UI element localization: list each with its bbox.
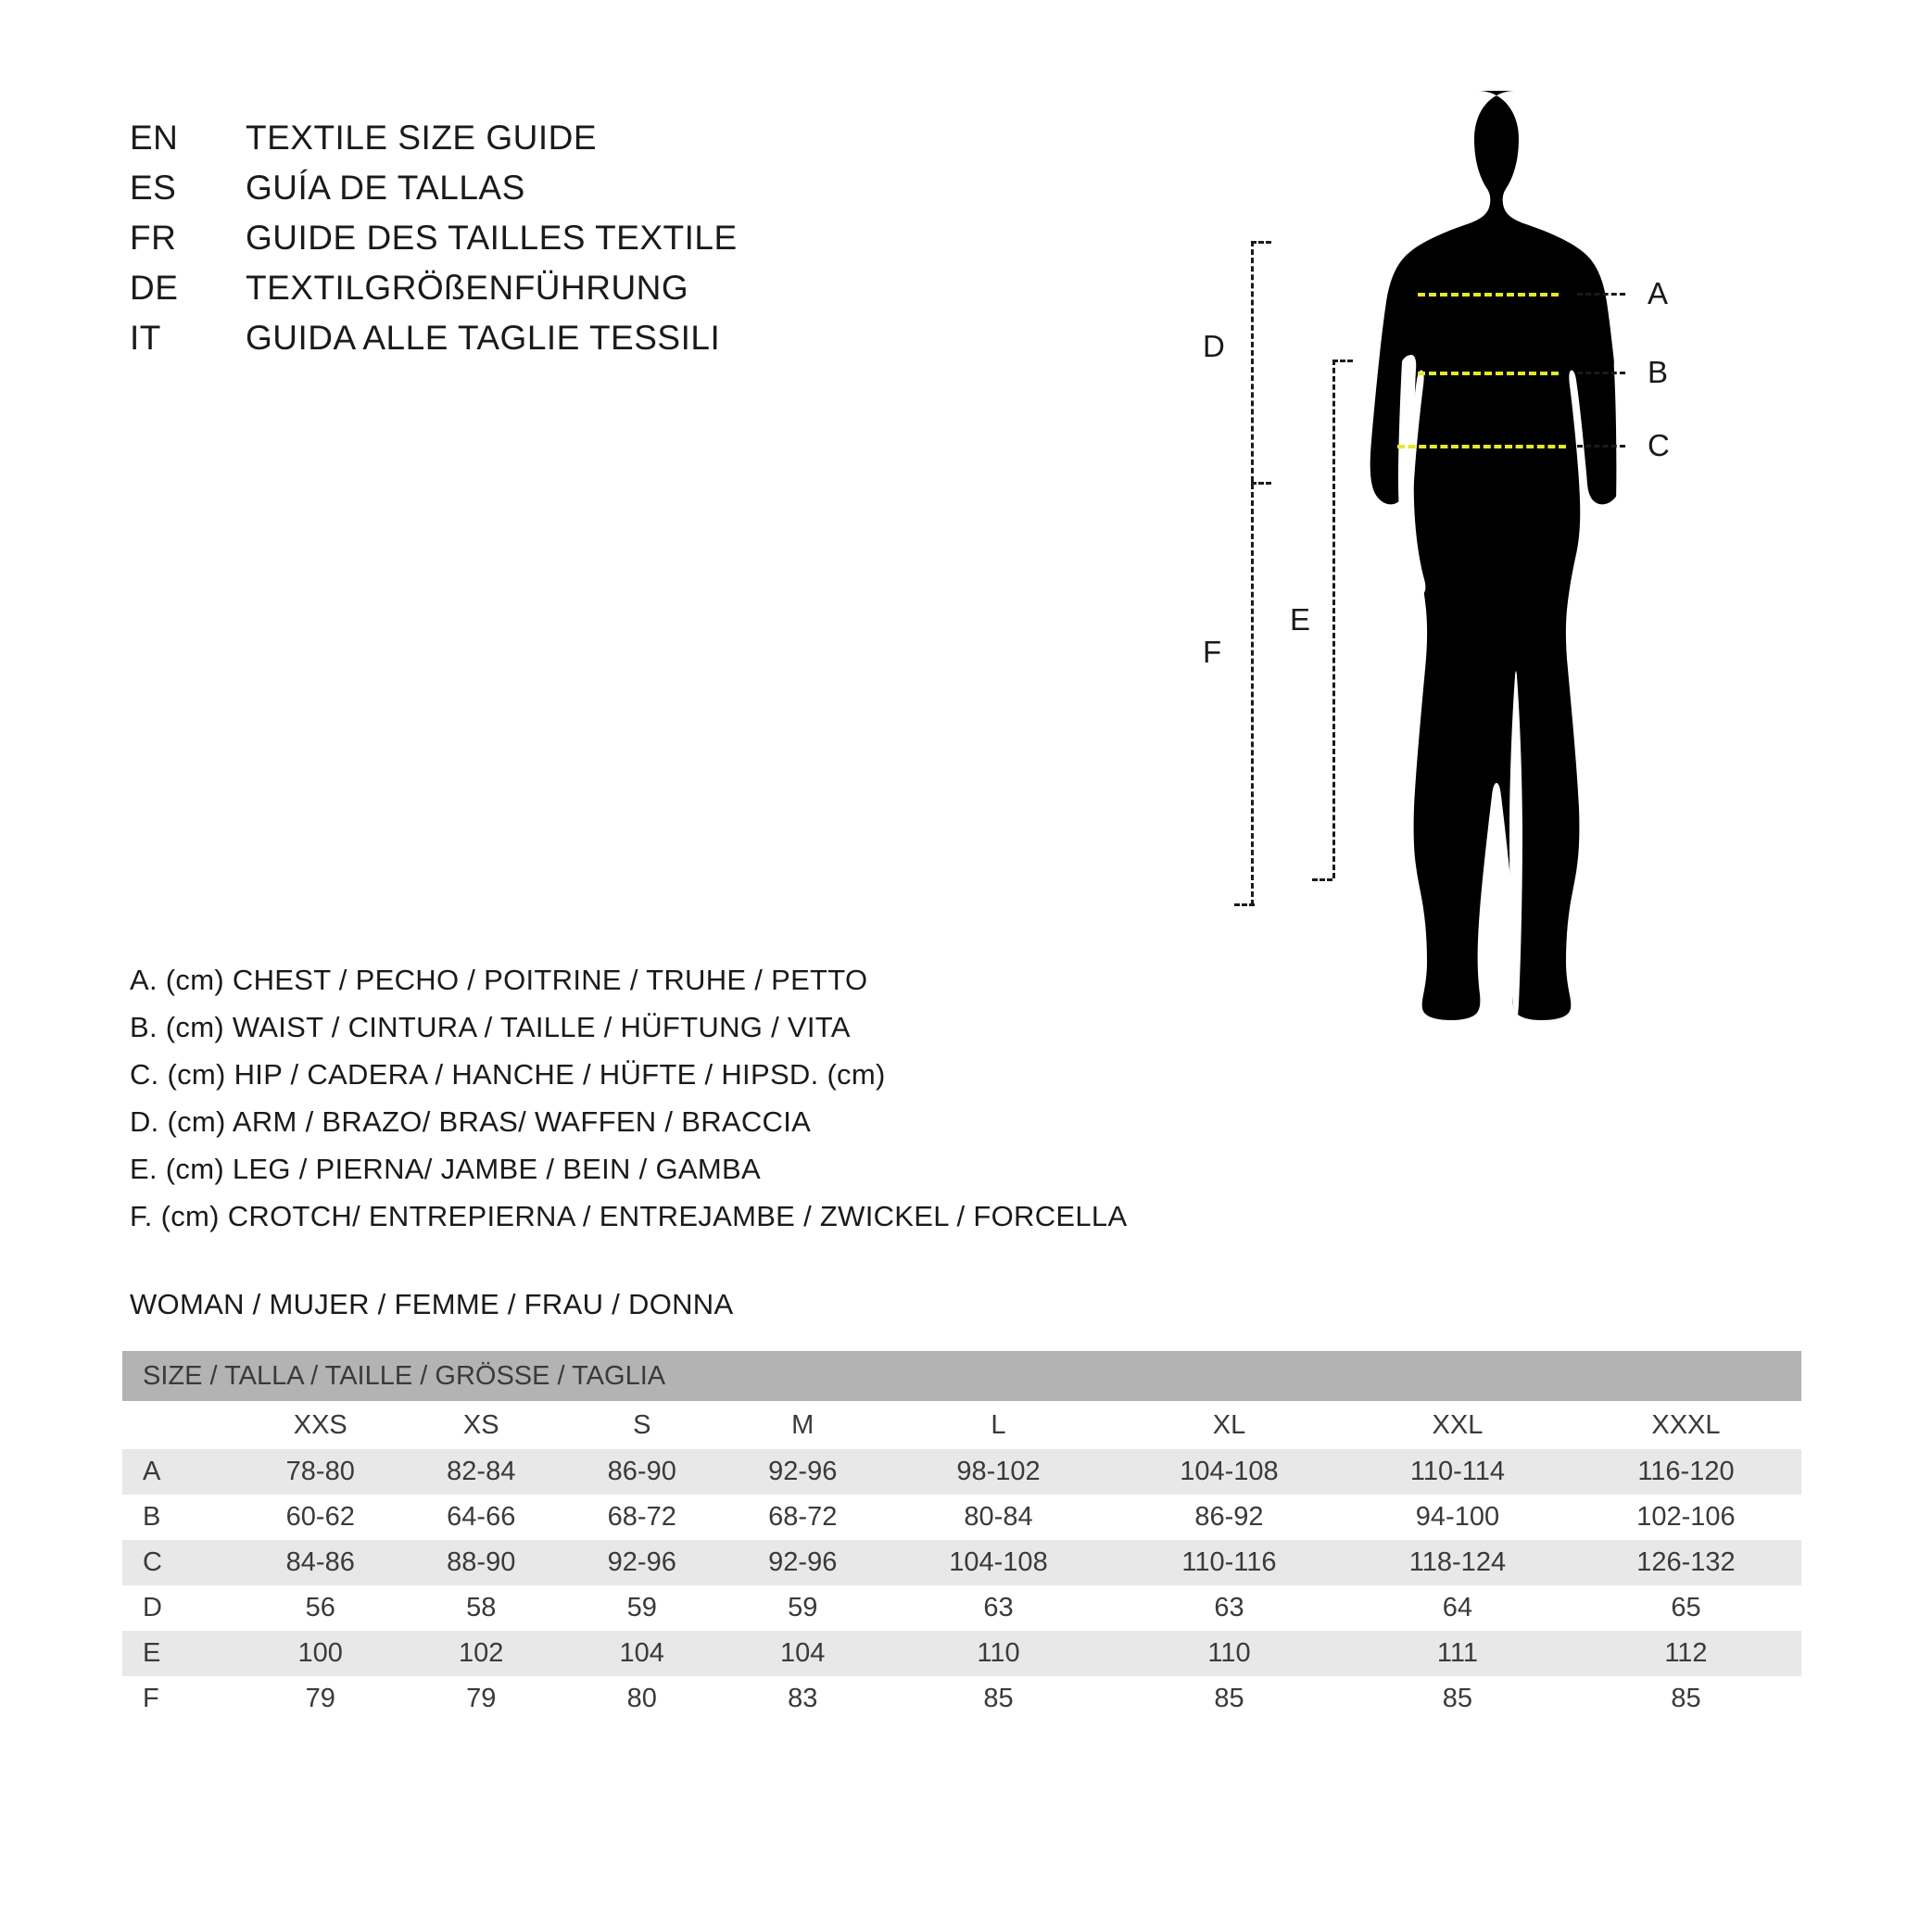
- marker-c-label: C: [1648, 428, 1670, 462]
- cell-a-xs: 82-84: [401, 1449, 562, 1495]
- leg-guide-top-tick: [1332, 360, 1353, 362]
- cell-a-xxl: 110-114: [1345, 1449, 1571, 1495]
- gender-label: WOMAN / MUJER / FEMME / FRAU / DONNA: [130, 1288, 734, 1320]
- cell-f-l: 85: [883, 1676, 1114, 1722]
- leg-guide-bottom-tick: [1312, 878, 1332, 881]
- table-corner-cell: [122, 1401, 240, 1449]
- cell-a-m: 92-96: [723, 1449, 884, 1495]
- cell-b-l: 80-84: [883, 1495, 1114, 1540]
- title-lang-de: DE: [130, 269, 179, 307]
- waist-measure-line: [1418, 372, 1559, 375]
- cell-a-l: 98-102: [883, 1449, 1114, 1495]
- cell-f-xl: 85: [1114, 1676, 1345, 1722]
- title-lang-en: EN: [130, 119, 179, 157]
- cell-f-xxl: 85: [1345, 1676, 1571, 1722]
- crotch-guide-bottom-tick: [1234, 903, 1255, 906]
- cell-b-m: 68-72: [723, 1495, 884, 1540]
- marker-d-label: D: [1203, 329, 1225, 363]
- title-row-en: [130, 119, 738, 169]
- title-lang-it: IT: [130, 319, 161, 357]
- cell-e-xl: 110: [1114, 1631, 1345, 1676]
- title-lang-es: ES: [130, 169, 177, 207]
- cell-e-m: 104: [723, 1631, 884, 1676]
- table-row: [122, 1631, 1801, 1676]
- arm-length-guide: [1251, 241, 1254, 482]
- cell-d-xxl: 64: [1345, 1585, 1571, 1631]
- cell-e-xxxl: 112: [1571, 1631, 1801, 1676]
- legend-row-d: D. (cm) ARM / BRAZO/ BRAS/ WAFFEN / BRACCIA: [130, 1105, 812, 1138]
- cell-c-s: 92-96: [562, 1540, 723, 1585]
- cell-e-xxs: 100: [240, 1631, 401, 1676]
- table-row-label-b: B: [122, 1495, 240, 1540]
- cell-d-m: 59: [723, 1585, 884, 1631]
- title-block: [130, 119, 738, 369]
- marker-a-label: A: [1648, 276, 1669, 310]
- cell-c-xxl: 118-124: [1345, 1540, 1571, 1585]
- table-col-xxl: XXL: [1345, 1401, 1571, 1449]
- title-row-es: [130, 169, 738, 219]
- arm-guide-bottom-tick: [1251, 482, 1271, 485]
- table-row: [122, 1540, 1801, 1585]
- table-band-header-label: SIZE / TALLA / TAILLE / GRÖSSE / TAGLIA: [122, 1351, 1801, 1401]
- cell-e-l: 110: [883, 1631, 1114, 1676]
- chest-leader-dash: [1577, 293, 1625, 296]
- cell-e-xxl: 111: [1345, 1631, 1571, 1676]
- title-text-es: GUÍA DE TALLAS: [246, 169, 525, 207]
- table-col-xs: XS: [401, 1401, 562, 1449]
- marker-f-label: F: [1203, 635, 1222, 669]
- title-text-fr: GUIDE DES TAILLES TEXTILE: [246, 219, 738, 257]
- cell-d-xl: 63: [1114, 1585, 1345, 1631]
- cell-f-xxs: 79: [240, 1676, 401, 1722]
- title-text-de: TEXTILGRÖßENFÜHRUNG: [246, 269, 689, 307]
- cell-d-l: 63: [883, 1585, 1114, 1631]
- title-row-fr: [130, 219, 738, 269]
- cell-f-xs: 79: [401, 1676, 562, 1722]
- cell-b-xxs: 60-62: [240, 1495, 401, 1540]
- table-col-m: M: [723, 1401, 884, 1449]
- hip-leader-dash: [1577, 445, 1625, 448]
- table-band-header: [122, 1351, 1801, 1401]
- cell-d-xxs: 56: [240, 1585, 401, 1631]
- legend-row-a: A. (cm) CHEST / PECHO / POITRINE / TRUHE / PETTO: [130, 964, 868, 996]
- marker-b-label: B: [1648, 355, 1669, 389]
- table-row: [122, 1495, 1801, 1540]
- cell-c-m: 92-96: [723, 1540, 884, 1585]
- cell-b-xxl: 94-100: [1345, 1495, 1571, 1540]
- legend-row-c: C. (cm) HIP / CADERA / HANCHE / HÜFTE / HIPSD. (cm): [130, 1058, 886, 1091]
- legend-row-f: F. (cm) CROTCH/ ENTREPIERNA / ENTREJAMBE / ZWICKEL / FORCELLA: [130, 1200, 1128, 1232]
- title-text-en: TEXTILE SIZE GUIDE: [246, 119, 598, 157]
- waist-leader-dash: [1577, 372, 1625, 374]
- table-row-label-c: C: [122, 1540, 240, 1585]
- table-row-label-f: F: [122, 1676, 240, 1722]
- table-col-xxxl: XXXL: [1571, 1401, 1801, 1449]
- cell-b-xl: 86-92: [1114, 1495, 1345, 1540]
- table-col-s: S: [562, 1401, 723, 1449]
- table-col-xxs: XXS: [240, 1401, 401, 1449]
- title-row-it: [130, 319, 738, 369]
- table-col-xl: XL: [1114, 1401, 1345, 1449]
- cell-c-xxs: 84-86: [240, 1540, 401, 1585]
- legend-row-e: E. (cm) LEG / PIERNA/ JAMBE / BEIN / GAMBA: [130, 1153, 761, 1185]
- cell-d-xxxl: 65: [1571, 1585, 1801, 1631]
- hip-measure-line: [1397, 445, 1566, 448]
- title-text-it: GUIDA ALLE TAGLIE TESSILI: [246, 319, 721, 357]
- table-row: [122, 1585, 1801, 1631]
- cell-b-xs: 64-66: [401, 1495, 562, 1540]
- title-lang-fr: FR: [130, 219, 177, 257]
- cell-a-xxs: 78-80: [240, 1449, 401, 1495]
- table-row-label-d: D: [122, 1585, 240, 1631]
- table-col-l: L: [883, 1401, 1114, 1449]
- size-table: [122, 1351, 1801, 1722]
- legend-block: [130, 964, 1127, 1247]
- cell-b-s: 68-72: [562, 1495, 723, 1540]
- table-column-header-row: [122, 1401, 1801, 1449]
- cell-a-s: 86-90: [562, 1449, 723, 1495]
- chest-measure-line: [1418, 293, 1559, 297]
- title-row-de: [130, 269, 738, 319]
- cell-d-s: 59: [562, 1585, 723, 1631]
- cell-f-xxxl: 85: [1571, 1676, 1801, 1722]
- table-row-label-e: E: [122, 1631, 240, 1676]
- cell-a-xl: 104-108: [1114, 1449, 1345, 1495]
- cell-c-xs: 88-90: [401, 1540, 562, 1585]
- cell-c-xxxl: 126-132: [1571, 1540, 1801, 1585]
- cell-c-l: 104-108: [883, 1540, 1114, 1585]
- cell-f-s: 80: [562, 1676, 723, 1722]
- table-row: [122, 1449, 1801, 1495]
- cell-b-xxxl: 102-106: [1571, 1495, 1801, 1540]
- table-row: [122, 1676, 1801, 1722]
- woman-silhouette-icon: [1348, 83, 1682, 1177]
- cell-c-xl: 110-116: [1114, 1540, 1345, 1585]
- cell-d-xs: 58: [401, 1585, 562, 1631]
- cell-f-m: 83: [723, 1676, 884, 1722]
- cell-e-xs: 102: [401, 1631, 562, 1676]
- table-row-label-a: A: [122, 1449, 240, 1495]
- cell-a-xxxl: 116-120: [1571, 1449, 1801, 1495]
- leg-length-guide: [1332, 360, 1335, 878]
- legend-row-b: B. (cm) WAIST / CINTURA / TAILLE / HÜFTUNG / VITA: [130, 1011, 851, 1043]
- marker-e-label: E: [1290, 602, 1311, 637]
- arm-guide-top-tick: [1251, 241, 1271, 244]
- cell-e-s: 104: [562, 1631, 723, 1676]
- measurement-diagram: [1149, 65, 1909, 1195]
- crotch-length-guide: [1251, 484, 1254, 905]
